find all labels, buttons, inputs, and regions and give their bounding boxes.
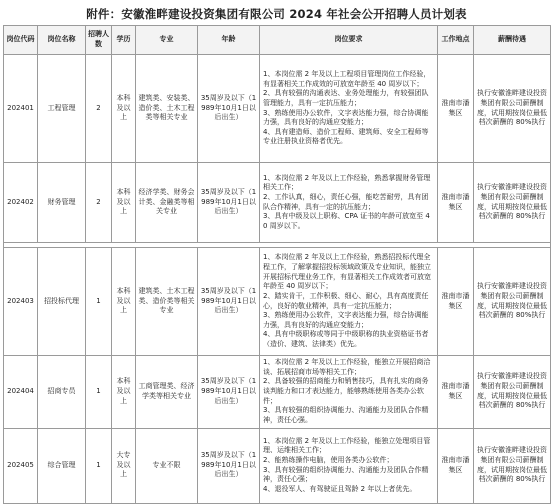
cell-name: 综合管理 xyxy=(38,428,86,503)
cell-requirements xyxy=(260,356,438,429)
cell-age: 35周岁及以下（1989年10月1日以后出生） xyxy=(198,428,260,503)
requirement-item: 3、具有较强的组织协调能力、沟通能力及团队合作精神，责任心强。 xyxy=(263,406,429,424)
cell-age: 35周岁及以下（1989年10月1日以后出生） xyxy=(198,55,260,163)
header-name: 岗位名称 xyxy=(38,26,86,55)
cell-location: 淮南市潘集区 xyxy=(438,356,474,429)
cell-education: 本科及以上 xyxy=(112,356,136,429)
header-requirements: 岗位要求 xyxy=(260,26,438,55)
table-row xyxy=(4,163,551,243)
document-title: 附件：安徽淮畔建设投资集团有限公司 2024 年社会公开招聘人员计划表 xyxy=(86,7,467,21)
cell-count: 2 xyxy=(86,163,112,243)
cell-location: 淮南市潘集区 xyxy=(438,55,474,163)
recruitment-table xyxy=(3,25,551,504)
cell-major: 工商管理类、经济学类等相关专业 xyxy=(136,356,198,429)
header-count: 招聘人数 xyxy=(86,26,112,55)
table-header xyxy=(4,26,551,55)
cell-requirements xyxy=(260,163,438,243)
requirement-item: 4、具有中级职称或等同于中级职称的执业资格证书者（造价、建筑、法律类）优先。 xyxy=(263,330,429,349)
cell-education: 大专及以上 xyxy=(112,428,136,503)
requirement-item: 2、踏实肯干，工作积极、细心、耐心，具有高度责任心，良好的敬业精神，具有一定抗压能力； xyxy=(263,291,429,310)
cell-salary: 执行安徽淮畔建设投资集团有限公司薪酬制度，试用期按岗位最低档次薪酬的 80%执行 xyxy=(474,55,551,163)
requirement-item: 1、本岗位需 2 年及以上工作经验，熟悉掌握财务管理相关工作； xyxy=(263,173,431,192)
cell-location: 淮南市潘集区 xyxy=(438,248,474,356)
cell-code: 202404 xyxy=(4,356,38,429)
cell-requirements xyxy=(260,55,438,163)
requirement-item: 2、能熟练操作电脑，使用各类办公软件； xyxy=(263,455,394,464)
requirement-item: 3、具有较强的组织协调能力、沟通能力及团队合作精神，责任心强； xyxy=(263,465,429,484)
cell-age: 35周岁及以下（1989年10月1日以后出生） xyxy=(198,248,260,356)
cell-salary: 执行安徽淮畔建设投资集团有限公司薪酬制度，试用期按岗位最低档次薪酬的 80%执行 xyxy=(474,356,551,429)
requirement-item: 2、工作认真，细心，责任心强，能吃苦耐劳，具有团队合作精神，具有一定的抗压能力； xyxy=(263,192,429,211)
header-code: 岗位代码 xyxy=(4,26,38,55)
cell-count: 1 xyxy=(86,248,112,356)
cell-name: 招投标代理 xyxy=(38,248,86,356)
cell-code: 202403 xyxy=(4,248,38,356)
header-education: 学历 xyxy=(112,26,136,55)
table-row xyxy=(4,248,551,356)
cell-code: 202402 xyxy=(4,163,38,243)
header-row xyxy=(4,26,551,55)
cell-name: 财务管理 xyxy=(38,163,86,243)
requirement-item: 3、具有中级及以上职称、CPA 证书的年龄可放宽至 40 周岁以下。 xyxy=(263,212,430,230)
requirement-item: 4、具有建造师、造价工程师、建筑师、安全工程师等专业注册执业资格者优先。 xyxy=(263,127,429,146)
table-row xyxy=(4,55,551,163)
cell-major: 建筑类、土木工程类、造价类等相关专业 xyxy=(136,248,198,356)
requirement-item: 1、本岗位需 2 年及以上工作经验，能独立开展招商洽谈、拓展招商市场等相关工作； xyxy=(263,358,431,376)
cell-age: 35周岁及以下（1989年10月1日以后出生） xyxy=(198,356,260,429)
cell-count: 1 xyxy=(86,356,112,429)
cell-salary: 执行安徽淮畔建设投资集团有限公司薪酬制度，试用期按岗位最低档次薪酬的 80%执行 xyxy=(474,163,551,243)
cell-code: 202405 xyxy=(4,428,38,503)
cell-name: 招商专员 xyxy=(38,356,86,429)
cell-major: 专业不限 xyxy=(136,428,198,503)
cell-location: 淮南市潘集区 xyxy=(438,428,474,503)
header-salary: 薪酬待遇 xyxy=(474,26,551,55)
table-row xyxy=(4,356,551,429)
cell-major: 经济学类、财务会计类、金融类等相关专业 xyxy=(136,163,198,243)
header-age: 年龄 xyxy=(198,26,260,55)
requirement-item: 3、熟练使用办公软件，文字表达能力强，综合协调能力强，具有良好的沟通应变能力； xyxy=(263,108,429,127)
cell-salary: 执行安徽淮畔建设投资集团有限公司薪酬制度，试用期按岗位最低档次薪酬的 80%执行 xyxy=(474,428,551,503)
cell-education: 本科及以上 xyxy=(112,55,136,163)
header-location: 工作地点 xyxy=(438,26,474,55)
cell-education: 本科及以上 xyxy=(112,163,136,243)
cell-education: 本科及以上 xyxy=(112,248,136,356)
cell-salary: 执行安徽淮畔建设投资集团有限公司薪酬制度，试用期按岗位最低档次薪酬的 80%执行 xyxy=(474,248,551,356)
requirement-item: 1、本岗位需 2 年及以上工程项目管理岗位工作经验，有显著相关工作成效的可放宽年龄至 40 周岁以下； xyxy=(263,69,431,88)
requirement-item: 2、具备较强的招商能力和销售技巧，具有扎实的商务谈判能力和口才表达能力，能够熟练使用各类办公软件； xyxy=(263,377,429,405)
cell-age: 35周岁及以下（1989年10月1日以后出生） xyxy=(198,163,260,243)
cell-name: 工程管理 xyxy=(38,55,86,163)
cell-code: 202401 xyxy=(4,55,38,163)
cell-count: 2 xyxy=(86,55,112,163)
cell-major: 建筑类、安装类、造价类、土木工程类等相关专业 xyxy=(136,55,198,163)
cell-count: 1 xyxy=(86,428,112,503)
cell-requirements xyxy=(260,428,438,503)
header-major: 专业 xyxy=(136,26,198,55)
requirement-item: 2、具有较强的沟通表达、业务处理能力，有较强团队管理能力，具有一定抗压能力； xyxy=(263,89,429,107)
requirement-item: 4、退役军人、有驾驶证且驾龄 2 年以上者优先。 xyxy=(263,484,417,493)
cell-requirements xyxy=(260,248,438,356)
cell-location: 淮南市潘集区 xyxy=(438,163,474,243)
table-row xyxy=(4,428,551,503)
requirement-item: 3、熟练使用办公软件，文字表达能力强，综合协调能力强，具有良好的沟通应变能力； xyxy=(263,311,429,329)
requirement-item: 1、本岗位需 2 年及以上工作经验，熟悉招投标代理全程工作，了解掌握招投标领域政策及专业知识，能独立开展招标代理业务工作，有显著相关工作成效者可放宽年龄至 40 周岁以下； xyxy=(263,253,431,291)
requirement-item: 1、本岗位需 2 年及以上工作经验，能独立处理项目管理、运维相关工作； xyxy=(263,436,431,455)
